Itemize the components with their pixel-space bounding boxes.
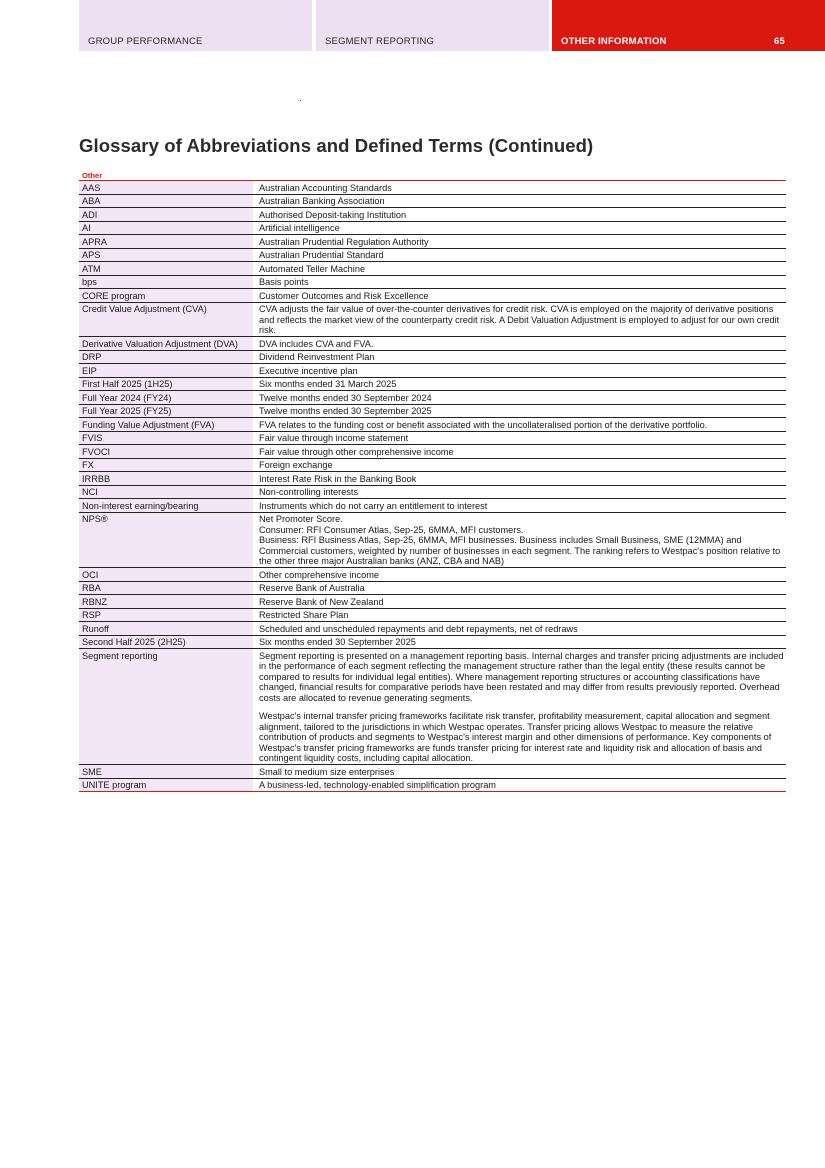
definition-text: Fair value through income statement [259, 433, 409, 443]
glossary-term: APS [79, 249, 253, 262]
glossary-term: bps [79, 276, 253, 289]
tab-label: SEGMENT REPORTING [325, 36, 435, 47]
tab-label: OTHER INFORMATION [561, 36, 667, 47]
glossary-row [79, 568, 786, 582]
glossary-term: Credit Value Adjustment (CVA) [79, 303, 253, 337]
page-number: 65 [774, 36, 785, 47]
glossary-definition [253, 649, 786, 764]
glossary-term: FVOCI [79, 445, 253, 458]
glossary-term: EIP [79, 364, 253, 377]
glossary-definition [253, 568, 786, 581]
definition-text: Basis points [259, 277, 309, 287]
definition-text: Business: RFI Business Atlas, Sep-25, 6MMA, MFI businesses. Business includes Small Business, SME (12MMA) and Commercial customers, weighted by number of businesses in each segment. The ranking refers to Westpac's position relative to the other three major Australian banks (ANZ, CBA and NAB) [259, 535, 781, 566]
glossary-row [79, 276, 786, 290]
glossary-row [79, 472, 786, 486]
glossary-term: UNITE program [79, 779, 253, 792]
glossary-definition [253, 513, 786, 568]
glossary-row [79, 289, 786, 303]
glossary-definition [253, 364, 786, 377]
glossary-definition [253, 208, 786, 221]
glossary-definition [253, 636, 786, 649]
glossary-term: First Half 2025 (1H25) [79, 378, 253, 391]
glossary-definition [253, 378, 786, 391]
glossary-term: AI [79, 222, 253, 235]
definition-text: Australian Prudential Regulation Authority [259, 236, 429, 247]
definition-text: Small to medium size enterprises [259, 766, 395, 777]
definition-text: Other comprehensive income [259, 569, 380, 580]
glossary-row [79, 765, 786, 779]
glossary-definition [253, 235, 786, 248]
definition-text: Reserve Bank of Australia [259, 583, 365, 593]
glossary-row [79, 351, 786, 365]
top-navigation [79, 0, 825, 51]
glossary-row [79, 337, 786, 351]
glossary-term: ATM [79, 262, 253, 275]
glossary-term: Full Year 2024 (FY24) [79, 391, 253, 404]
definition-text: Reserve Bank of New Zealand [259, 596, 384, 607]
glossary-definition [253, 262, 786, 275]
definition-text: Consumer: RFI Consumer Atlas, Sep-25, 6MMA, MFI customers. [259, 524, 524, 535]
glossary-definition [253, 582, 786, 595]
glossary-definition [253, 432, 786, 445]
glossary-term: Funding Value Adjustment (FVA) [79, 418, 253, 431]
tab-group-performance[interactable] [79, 0, 312, 51]
glossary-row [79, 459, 786, 473]
glossary-row [79, 235, 786, 249]
glossary-row [79, 418, 786, 432]
glossary-definition [253, 351, 786, 364]
glossary-row [79, 249, 786, 263]
glossary-definition [253, 249, 786, 262]
glossary-row [79, 609, 786, 623]
glossary-term: FVIS [79, 432, 253, 445]
glossary-term: NPS® [79, 513, 253, 568]
glossary-definition [253, 595, 786, 608]
definition-text: Restricted Share Plan [259, 610, 349, 620]
glossary-row [79, 622, 786, 636]
glossary-row [79, 364, 786, 378]
glossary-row [79, 432, 786, 446]
glossary-row [79, 649, 786, 765]
definition-text: Customer Outcomes and Risk Excellence [259, 290, 429, 301]
glossary-definition [253, 472, 786, 485]
glossary-definition [253, 181, 786, 194]
glossary-term: Full Year 2025 (FY25) [79, 405, 253, 418]
glossary-term: ADI [79, 208, 253, 221]
definition-text: Twelve months ended 30 September 2025 [259, 406, 432, 416]
definition-text: Australian Accounting Standards [259, 182, 392, 193]
glossary-definition [253, 222, 786, 235]
glossary-term: FX [79, 459, 253, 472]
definition-text: Non-controlling interests [259, 487, 359, 497]
glossary-term: OCI [79, 568, 253, 581]
glossary-term: Runoff [79, 622, 253, 635]
glossary-definition [253, 303, 786, 337]
definition-text: Artificial intelligence [259, 223, 340, 233]
definition-text: Foreign exchange [259, 460, 333, 470]
glossary-definition [253, 391, 786, 404]
glossary-definition [253, 337, 786, 350]
glossary-definition [253, 276, 786, 289]
glossary-term: SME [79, 765, 253, 778]
glossary-term: AAS [79, 181, 253, 194]
glossary-definition [253, 405, 786, 418]
glossary-row [79, 513, 786, 569]
glossary-row [79, 181, 786, 195]
definition-text: Authorised Deposit-taking Institution [259, 209, 407, 220]
glossary-term: Non-interest earning/bearing [79, 499, 253, 512]
glossary-term: Segment reporting [79, 649, 253, 764]
glossary-row [79, 595, 786, 609]
glossary-row [79, 222, 786, 236]
page-title: Glossary of Abbreviations and Defined Terms (Continued) [79, 135, 594, 156]
glossary-definition [253, 765, 786, 778]
glossary-definition [253, 499, 786, 512]
glossary-row [79, 391, 786, 405]
glossary-row [79, 208, 786, 222]
definition-text: CVA adjusts the fair value of over-the-counter derivatives for credit risk. CVA is employed on the majority of derivative positions and reflects the market view of the counterparty credit risk. A Debit Valuation Adjustment is employed to adjust for our own credit risk. [259, 304, 780, 335]
glossary-term: ABA [79, 195, 253, 208]
glossary-term: Second Half 2025 (2H25) [79, 636, 253, 649]
glossary-term: RSP [79, 609, 253, 622]
glossary-definition [253, 418, 786, 431]
glossary-row [79, 405, 786, 419]
definition-text: Six months ended 30 September 2025 [259, 637, 416, 647]
glossary-definition [253, 459, 786, 472]
glossary-row [79, 262, 786, 276]
glossary-term: CORE program [79, 289, 253, 302]
glossary-definition [253, 622, 786, 635]
glossary-definition [253, 289, 786, 302]
tab-label: GROUP PERFORMANCE [88, 36, 203, 47]
glossary-term: APRA [79, 235, 253, 248]
definition-text: Australian Prudential Standard [259, 250, 384, 260]
glossary-row [79, 378, 786, 392]
glossary-row [79, 636, 786, 650]
definition-text: Twelve months ended 30 September 2024 [259, 392, 432, 403]
glossary-term: NCI [79, 486, 253, 499]
glossary-row [79, 195, 786, 209]
glossary-row [79, 499, 786, 513]
glossary-term: IRRBB [79, 472, 253, 485]
definition-text: Instruments which do not carry an entitlement to interest [259, 500, 488, 511]
glossary-row [79, 445, 786, 459]
definition-text: Dividend Reinvestment Plan [259, 352, 375, 362]
section-label: Other [82, 171, 103, 180]
tab-other-information[interactable] [552, 0, 825, 51]
glossary-term: Derivative Valuation Adjustment (DVA) [79, 337, 253, 350]
glossary-definition [253, 486, 786, 499]
glossary-definition [253, 609, 786, 622]
definition-text: FVA relates to the funding cost or benefit associated with the uncollateralised portion of the derivative portfolio. [259, 419, 708, 430]
glossary-definition [253, 445, 786, 458]
glossary-term: RBA [79, 582, 253, 595]
definition-text: Westpac's internal transfer pricing frameworks facilitate risk transfer, profitability measurement, capital allocation and segment alignment, tailored to the jurisdictions in which Westpac operates. Transfer pricing allows Westpac to measure the relative contribution of products and segments to Westpac's interest margin and other dimensions of performance. Key components of Westpac's transfer pricing frameworks are funds transfer pricing for interest rate and liquidity risk and allocation of basis and contingent liquidity costs, including capital allocation. [259, 711, 772, 763]
tab-segment-reporting[interactable] [316, 0, 549, 51]
glossary-definition [253, 779, 786, 792]
glossary-row [79, 582, 786, 596]
glossary-term: RBNZ [79, 595, 253, 608]
decorative-dot [300, 100, 301, 101]
definition-text: Australian Banking Association [259, 196, 385, 206]
definition-text: Scheduled and unscheduled repayments and debt repayments, net of redraws [259, 623, 578, 634]
definition-text: A business-led, technology-enabled simplification program [259, 780, 496, 790]
glossary-definition [253, 195, 786, 208]
definition-text: Executive incentive plan [259, 365, 358, 376]
definition-text: Segment reporting is presented on a management reporting basis. Internal charges and transfer pricing adjustments are included in the performance of each segment reflecting the management structure rather than the legal entity (these results cannot be compared to results for individual legal entities). Where management reporting structures or accounting classifications have changed, financial results for comparative periods have been restated and may differ from results previously reported. Overhead costs are allocated to revenue generating segments. [259, 650, 784, 703]
glossary-row [79, 303, 786, 338]
glossary-table [79, 180, 786, 792]
glossary-row [79, 779, 786, 792]
definition-text: Six months ended 31 March 2025 [259, 379, 397, 389]
glossary-row [79, 486, 786, 500]
definition-text: Net Promoter Score. [259, 514, 343, 524]
glossary-term: DRP [79, 351, 253, 364]
definition-text: Fair value through other comprehensive income [259, 446, 454, 457]
definition-text: DVA includes CVA and FVA. [259, 338, 374, 349]
definition-text: Automated Teller Machine [259, 263, 366, 274]
definition-text: Interest Rate Risk in the Banking Book [259, 473, 417, 484]
